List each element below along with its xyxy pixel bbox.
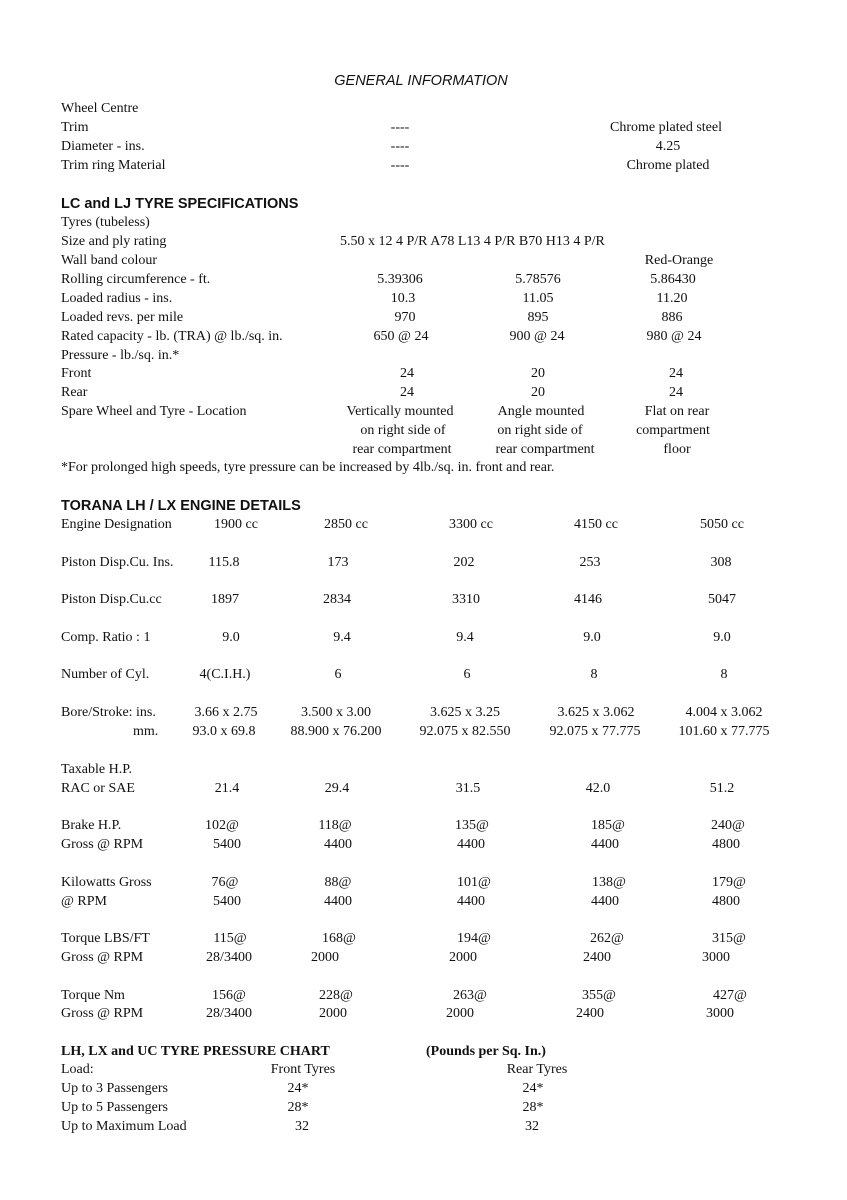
taxable-hp-5: 51.2	[709, 781, 735, 796]
comp-ratio-5: 9.0	[713, 630, 731, 645]
disp-cc-5: 5047	[708, 592, 736, 607]
front-pressure-c: 24	[669, 366, 683, 381]
torque-lbs-5: 315@	[712, 931, 746, 946]
load-row-label: Up to 5 Passengers	[61, 1100, 168, 1115]
rear-tyres-header: Rear Tyres	[506, 1062, 568, 1077]
spare-line3-a: rear compartment	[352, 442, 452, 457]
wheel-centre-heading: Wheel Centre	[61, 101, 139, 116]
load-row-label: Up to Maximum Load	[61, 1119, 187, 1134]
torque-nm-rpm-1: 28/3400	[206, 1006, 252, 1021]
comp-ratio-2: 9.4	[333, 630, 351, 645]
bore-mm-3: 92.075 x 82.550	[419, 724, 511, 739]
rolling-circ-a: 5.39306	[377, 272, 423, 287]
bore-ins-5: 4.004 x 3.062	[685, 705, 763, 720]
disp-cu-ins-4: 253	[579, 555, 601, 570]
wheel-diameter-value: 4.25	[655, 139, 681, 154]
bore-mm-5: 101.60 x 77.775	[678, 724, 770, 739]
comp-ratio-1: 9.0	[222, 630, 240, 645]
kw-gross-label: Kilowatts Gross	[61, 875, 152, 890]
torque-lbs-rpm-5: 3000	[702, 950, 730, 965]
brake-hp-label: Brake H.P.	[61, 818, 122, 833]
comp-ratio-label: Comp. Ratio : 1	[61, 630, 151, 645]
load-row-rear: 32	[525, 1119, 539, 1134]
kw-rpm-label: @ RPM	[61, 894, 107, 909]
disp-cc-2: 2834	[323, 592, 351, 607]
rac-sae-label: RAC or SAE	[61, 781, 135, 796]
disp-cc-3: 3310	[452, 592, 480, 607]
torque-nm-rpm-4: 2400	[576, 1006, 604, 1021]
torque-lbs-rpm-4: 2400	[583, 950, 611, 965]
wheel-trim-value: Chrome plated steel	[610, 120, 722, 135]
kw-2: 88@	[324, 875, 352, 890]
spare-line1-a: Vertically mounted	[346, 404, 454, 419]
disp-cc-label: Piston Disp.Cu.cc	[61, 592, 162, 607]
taxable-hp-3: 31.5	[455, 781, 481, 796]
disp-cu-ins-label: Piston Disp.Cu. Ins.	[61, 555, 174, 570]
rated-capacity-c: 980 @ 24	[646, 329, 702, 344]
rolling-circ-b: 5.78576	[515, 272, 561, 287]
kw-1: 76@	[211, 875, 239, 890]
torque-nm-rpm-2: 2000	[319, 1006, 347, 1021]
engine-details-title: TORANA LH / LX ENGINE DETAILS	[61, 498, 301, 514]
bore-ins-1: 3.66 x 2.75	[194, 705, 258, 720]
rear-pressure-b: 20	[531, 385, 545, 400]
torque-lbs-3: 194@	[457, 931, 491, 946]
torque-lbs-label: Torque LBS/FT	[61, 931, 150, 946]
torque-nm-rpm-5: 3000	[706, 1006, 734, 1021]
pressure-chart-title: LH, LX and UC TYRE PRESSURE CHART	[61, 1044, 330, 1059]
disp-cu-ins-3: 202	[453, 555, 475, 570]
disp-cu-ins-2: 173	[327, 555, 349, 570]
wheel-trim-label: Trim	[61, 120, 89, 135]
load-row-front: 32	[295, 1119, 309, 1134]
num-cyl-1: 4(C.I.H.)	[199, 667, 251, 682]
loaded-radius-label: Loaded radius - ins.	[61, 291, 173, 306]
bore-mm-4: 92.075 x 77.775	[549, 724, 641, 739]
num-cyl-5: 8	[720, 667, 728, 682]
spare-wheel-label: Spare Wheel and Tyre - Location	[61, 404, 247, 419]
disp-cc-1: 1897	[211, 592, 239, 607]
kw-rpm-3: 4400	[457, 894, 485, 909]
loaded-radius-a: 10.3	[390, 291, 416, 306]
brake-rpm-1: 5400	[213, 837, 241, 852]
designation-3: 3300 cc	[449, 517, 493, 532]
load-row-label: Up to 3 Passengers	[61, 1081, 168, 1096]
kw-rpm-2: 4400	[324, 894, 352, 909]
page-header: GENERAL INFORMATION	[334, 73, 508, 89]
loaded-radius-c: 11.20	[656, 291, 688, 306]
torque-nm-rpm-label: Gross @ RPM	[61, 1006, 144, 1021]
torque-lbs-rpm-1: 28/3400	[206, 950, 252, 965]
disp-cc-4: 4146	[574, 592, 602, 607]
size-label: Size and ply rating	[61, 234, 167, 249]
loaded-revs-b: 895	[527, 310, 549, 325]
wheel-diameter-label: Diameter - ins.	[61, 139, 145, 154]
brake-rpm-5: 4800	[712, 837, 740, 852]
load-row-front: 24*	[287, 1081, 309, 1096]
bore-mm-2: 88.900 x 76.200	[290, 724, 382, 739]
load-label: Load:	[61, 1062, 94, 1077]
bore-ins-3: 3.625 x 3.25	[430, 705, 500, 720]
spare-line3-c: floor	[663, 442, 691, 457]
brake-hp-1: 102@	[205, 818, 239, 833]
loaded-revs-c: 886	[661, 310, 683, 325]
bore-stroke-label: Bore/Stroke: ins.	[61, 705, 156, 720]
rear-pressure-c: 24	[669, 385, 683, 400]
tyres-label: Tyres (tubeless)	[61, 215, 150, 230]
designation-2: 2850 cc	[324, 517, 368, 532]
brake-rpm-label: Gross @ RPM	[61, 837, 144, 852]
bore-mm-1: 93.0 x 69.8	[192, 724, 256, 739]
pressure-chart-units: (Pounds per Sq. In.)	[426, 1044, 546, 1059]
taxable-hp-2: 29.4	[324, 781, 350, 796]
disp-cu-ins-1: 115.8	[208, 555, 240, 570]
kw-rpm-1: 5400	[213, 894, 241, 909]
disp-cu-ins-5: 308	[710, 555, 732, 570]
loaded-revs-label: Loaded revs. per mile	[61, 310, 184, 325]
load-row-rear: 28*	[522, 1100, 544, 1115]
wall-band-value: Red-Orange	[644, 253, 714, 268]
trim-ring-label: Trim ring Material	[61, 158, 166, 173]
size-value: 5.50 x 12 4 P/R A78 L13 4 P/R B70 H13 4 P/R	[340, 234, 605, 249]
kw-rpm-5: 4800	[712, 894, 740, 909]
torque-nm-1: 156@	[212, 988, 246, 1003]
taxable-hp-4: 42.0	[585, 781, 611, 796]
designation-4: 4150 cc	[574, 517, 618, 532]
front-pressure-label: Front	[61, 366, 92, 381]
rear-pressure-a: 24	[400, 385, 414, 400]
torque-nm-3: 263@	[453, 988, 487, 1003]
rated-capacity-label: Rated capacity - lb. (TRA) @ lb./sq. in.	[61, 329, 283, 344]
torque-lbs-1: 115@	[213, 931, 247, 946]
trim-ring-value: Chrome plated	[626, 158, 710, 173]
comp-ratio-3: 9.4	[456, 630, 474, 645]
torque-nm-5: 427@	[713, 988, 747, 1003]
rolling-circ-c: 5.86430	[650, 272, 696, 287]
num-cyl-2: 6	[334, 667, 342, 682]
brake-hp-4: 185@	[591, 818, 625, 833]
tyre-footnote: *For prolonged high speeds, tyre pressure can be increased by 4lb./sq. in. front and rear.	[61, 460, 555, 475]
loaded-revs-a: 970	[394, 310, 416, 325]
designation-1: 1900 cc	[214, 517, 258, 532]
brake-rpm-3: 4400	[457, 837, 485, 852]
taxable-hp-1: 21.4	[214, 781, 240, 796]
front-pressure-a: 24	[400, 366, 414, 381]
engine-designation-label: Engine Designation	[61, 517, 172, 532]
front-tyres-header: Front Tyres	[270, 1062, 336, 1077]
wheel-diameter-dash: ----	[390, 139, 410, 154]
kw-rpm-4: 4400	[591, 894, 619, 909]
torque-nm-4: 355@	[582, 988, 616, 1003]
spare-line2-a: on right side of	[360, 423, 446, 438]
comp-ratio-4: 9.0	[583, 630, 601, 645]
brake-rpm-4: 4400	[591, 837, 619, 852]
torque-nm-2: 228@	[319, 988, 353, 1003]
bore-ins-4: 3.625 x 3.062	[557, 705, 635, 720]
torque-lbs-rpm-3: 2000	[449, 950, 477, 965]
spare-line2-b: on right side of	[497, 423, 583, 438]
bore-ins-2: 3.500 x 3.00	[301, 705, 371, 720]
kw-3: 101@	[457, 875, 491, 890]
pressure-label: Pressure - lb./sq. in.*	[61, 348, 180, 363]
rated-capacity-b: 900 @ 24	[509, 329, 565, 344]
wall-band-label: Wall band colour	[61, 253, 158, 268]
front-pressure-b: 20	[531, 366, 545, 381]
spare-line3-b: rear compartment	[495, 442, 595, 457]
num-cyl-4: 8	[590, 667, 598, 682]
designation-5: 5050 cc	[700, 517, 744, 532]
kw-5: 179@	[712, 875, 746, 890]
torque-nm-rpm-3: 2000	[446, 1006, 474, 1021]
spare-line1-b: Angle mounted	[497, 404, 585, 419]
load-row-rear: 24*	[522, 1081, 544, 1096]
brake-hp-5: 240@	[711, 818, 745, 833]
kw-4: 138@	[592, 875, 626, 890]
brake-hp-2: 118@	[318, 818, 352, 833]
torque-lbs-4: 262@	[590, 931, 624, 946]
load-row-front: 28*	[287, 1100, 309, 1115]
rated-capacity-a: 650 @ 24	[373, 329, 429, 344]
brake-hp-3: 135@	[455, 818, 489, 833]
spare-line1-c: Flat on rear	[644, 404, 710, 419]
loaded-radius-b: 11.05	[522, 291, 554, 306]
torque-lbs-2: 168@	[322, 931, 356, 946]
brake-rpm-2: 4400	[324, 837, 352, 852]
tyre-specs-title: LC and LJ TYRE SPECIFICATIONS	[61, 196, 299, 212]
torque-lbs-rpm-2: 2000	[311, 950, 339, 965]
bore-mm-label: mm.	[133, 724, 159, 739]
num-cyl-3: 6	[463, 667, 471, 682]
num-cyl-label: Number of Cyl.	[61, 667, 150, 682]
rolling-circ-label: Rolling circumference - ft.	[61, 272, 211, 287]
trim-ring-dash: ----	[390, 158, 410, 173]
spare-line2-c: compartment	[636, 423, 710, 438]
taxable-hp-label: Taxable H.P.	[61, 762, 132, 777]
torque-nm-label: Torque Nm	[61, 988, 125, 1003]
wheel-trim-dash: ----	[390, 120, 410, 135]
rear-pressure-label: Rear	[61, 385, 88, 400]
torque-lbs-rpm-label: Gross @ RPM	[61, 950, 144, 965]
